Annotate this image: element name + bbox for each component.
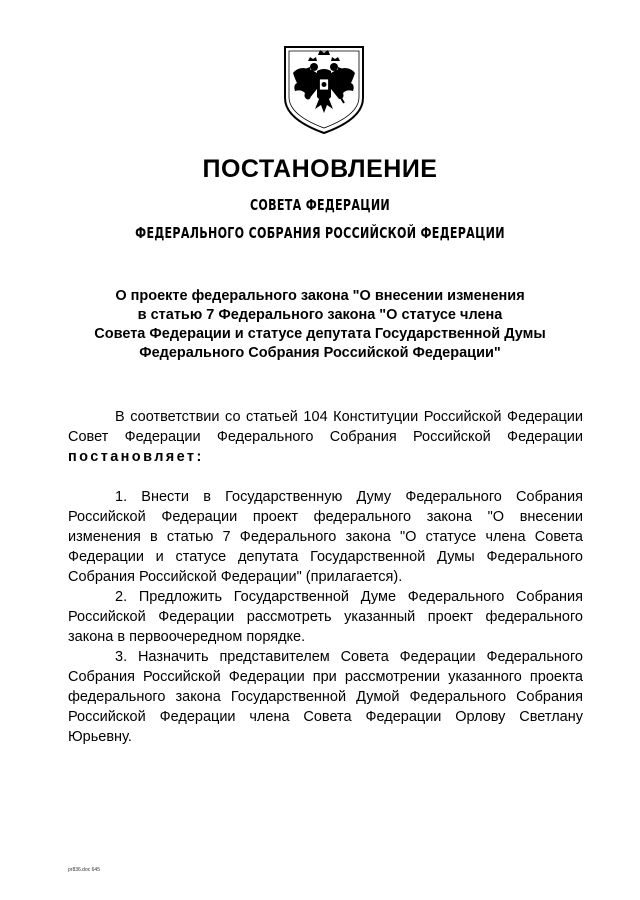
document-file-code: pr836.doc 645 — [68, 867, 100, 873]
subject-line: О проекте федерального закона "О внесении изменения — [115, 288, 525, 304]
subject-line: в статью 7 Федерального закона "О статусе члена — [137, 307, 503, 323]
preamble-verb: постановляет: — [68, 449, 204, 465]
document-title: ПОСТАНОВЛЕНИЕ — [202, 155, 438, 183]
resolution-item: 3. Назначить представителем Совета Федерации Федерального Собрания Российской Федерации при рассмотрении указанного проекта федерального закона Государственной Думой Федерального Собрания Российской Федерации члена Совета Федерации Орлову Светлану Юрьевну. — [68, 649, 583, 745]
document-subtitle-council: СОВЕТА ФЕДЕРАЦИИ — [249, 196, 391, 214]
subject-line: Федерального Собрания Российской Федерации" — [139, 345, 501, 361]
coat-of-arms-emblem-icon — [281, 43, 367, 135]
resolution-item: 2. Предложить Государственной Думе Федерального Собрания Российской Федерации рассмотреть указанный проект федерального закона в первоочередном порядке. — [68, 589, 583, 645]
resolution-item: 1. Внести в Государственную Думу Федерального Собрания Российской Федерации проект федерального закона "О внесении изменения в статью 7 Федерального закона "О статусе члена Совета Федерации и статусе депутата Государственной Думы Федерального Собрания Российской Федерации" (прилагается). — [68, 489, 583, 585]
subject-line: Совета Федерации и статусе депутата Государственной Думы — [94, 326, 546, 342]
preamble — [68, 407, 583, 467]
preamble-text: В соответствии со статьей 104 Конституции Российской Федерации Совет Федерации Федерального Собрания Российской Федерации — [68, 409, 583, 445]
preamble-paragraph — [68, 407, 583, 467]
resolution-subject — [92, 287, 548, 363]
document-subtitle-assembly: ФЕДЕРАЛЬНОГО СОБРАНИЯ РОССИЙСКОЙ ФЕДЕРАЦИИ — [135, 224, 505, 242]
resolution-items — [68, 487, 583, 747]
